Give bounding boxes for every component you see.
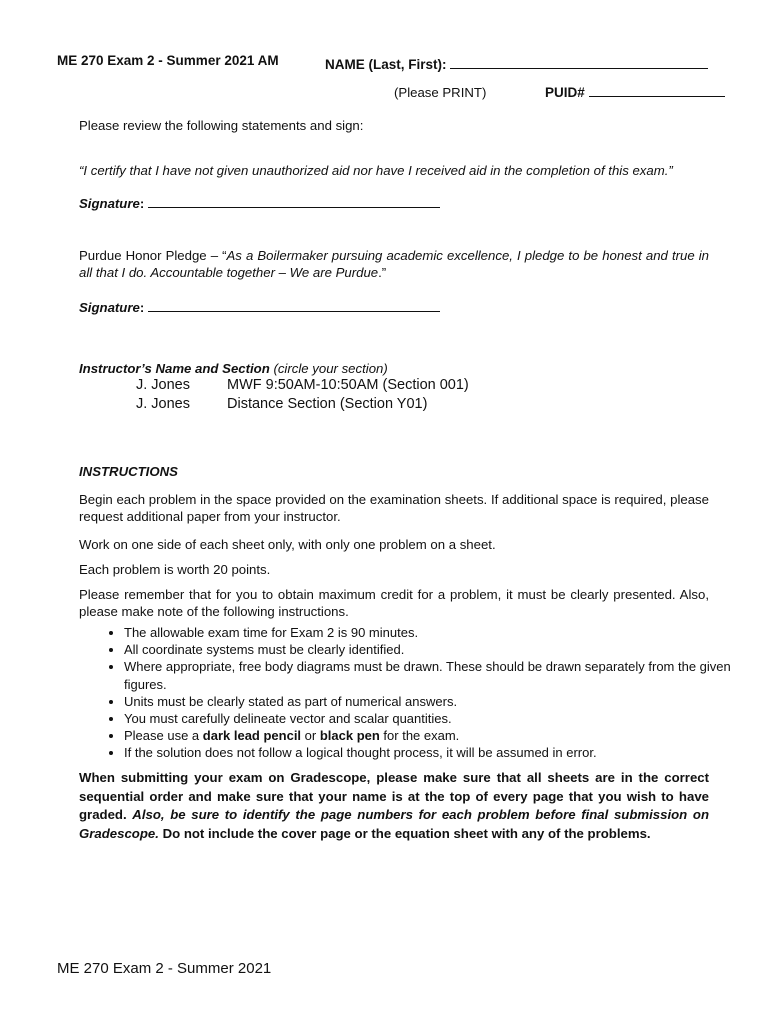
instruction-paragraph: Please remember that for you to obtain maximum credit for a problem, it must be clearly presented. Also, please make note of the following instructions.	[79, 587, 709, 619]
print-note: (Please PRINT)	[394, 85, 487, 100]
section-description[interactable]: Distance Section (Section Y01)	[227, 396, 428, 412]
pledge-quote: As a Boilermaker pursuing academic excellence, I pledge to be honest and true in all that I do. Accountable together – We are Purdue	[79, 248, 710, 280]
puid-label: PUID#	[545, 85, 585, 100]
signature-blank[interactable]	[148, 195, 440, 208]
certify-statement: “I certify that I have not given unauthorized aid nor have I received aid in the completion of this exam.”	[79, 163, 673, 178]
instruction-list	[104, 624, 734, 762]
section-option[interactable]	[136, 377, 190, 393]
list-item: • The allowable exam time for Exam 2 is 90 minutes.	[124, 624, 734, 641]
gradescope-instructions: When submitting your exam on Gradescope, please make sure that all sheets are in the correct sequential order and make sure that your name is at the top of every page that you wish to have graded. Also, be sure to identify the page numbers for each problem before final submission on Gradescope. Do not include the cover page or the equation sheet with any of the problems.	[79, 770, 709, 841]
honor-pledge: Purdue Honor Pledge – “As a Boilermaker pursuing academic excellence, I pledge to be honest and true in all that I do. Accountable together – We are Purdue.”	[79, 248, 710, 280]
section-description[interactable]: MWF 9:50AM-10:50AM (Section 001)	[227, 377, 469, 393]
signature-label: Signature	[79, 196, 140, 211]
list-item: • Units must be clearly stated as part of numerical answers.	[124, 693, 734, 710]
signature-blank[interactable]	[148, 299, 440, 312]
review-intro: Please review the following statements and sign:	[79, 118, 364, 133]
exam-title: ME 270 Exam 2 - Summer 2021 AM	[57, 53, 279, 68]
instructor-heading: Instructor’s Name and Section (circle your section)	[79, 361, 388, 376]
list-item: • Where appropriate, free body diagrams must be drawn. These should be drawn separately from the given figures.	[124, 658, 734, 692]
list-item: • All coordinate systems must be clearly identified.	[124, 641, 734, 658]
name-blank[interactable]	[450, 56, 708, 69]
signature-line-1[interactable]: Signature:	[79, 195, 440, 212]
list-item: • If the solution does not follow a logical thought process, it will be assumed in error.	[124, 744, 734, 761]
puid-field[interactable]	[545, 84, 725, 100]
name-label: NAME (Last, First):	[325, 57, 447, 72]
puid-blank[interactable]	[589, 84, 725, 97]
list-item: • You must carefully delineate vector and scalar quantities.	[124, 710, 734, 727]
instruction-paragraph: Each problem is worth 20 points.	[79, 562, 271, 577]
instruction-paragraph: Begin each problem in the space provided on the examination sheets. If additional space is required, please request additional paper from your instructor.	[79, 492, 709, 524]
name-field[interactable]	[325, 56, 708, 72]
page-footer: ME 270 Exam 2 - Summer 2021	[57, 960, 272, 977]
section-option[interactable]	[136, 396, 190, 412]
instructor-name: J. Jones	[136, 396, 190, 412]
instruction-paragraph: Work on one side of each sheet only, with only one problem on a sheet.	[79, 537, 496, 552]
instructions-heading: INSTRUCTIONS	[79, 464, 178, 479]
instructor-name: J. Jones	[136, 377, 190, 393]
list-item: • Please use a dark lead pencil or black pen for the exam.	[124, 727, 734, 744]
signature-label: Signature	[79, 300, 140, 315]
signature-line-2[interactable]: Signature:	[79, 299, 440, 316]
